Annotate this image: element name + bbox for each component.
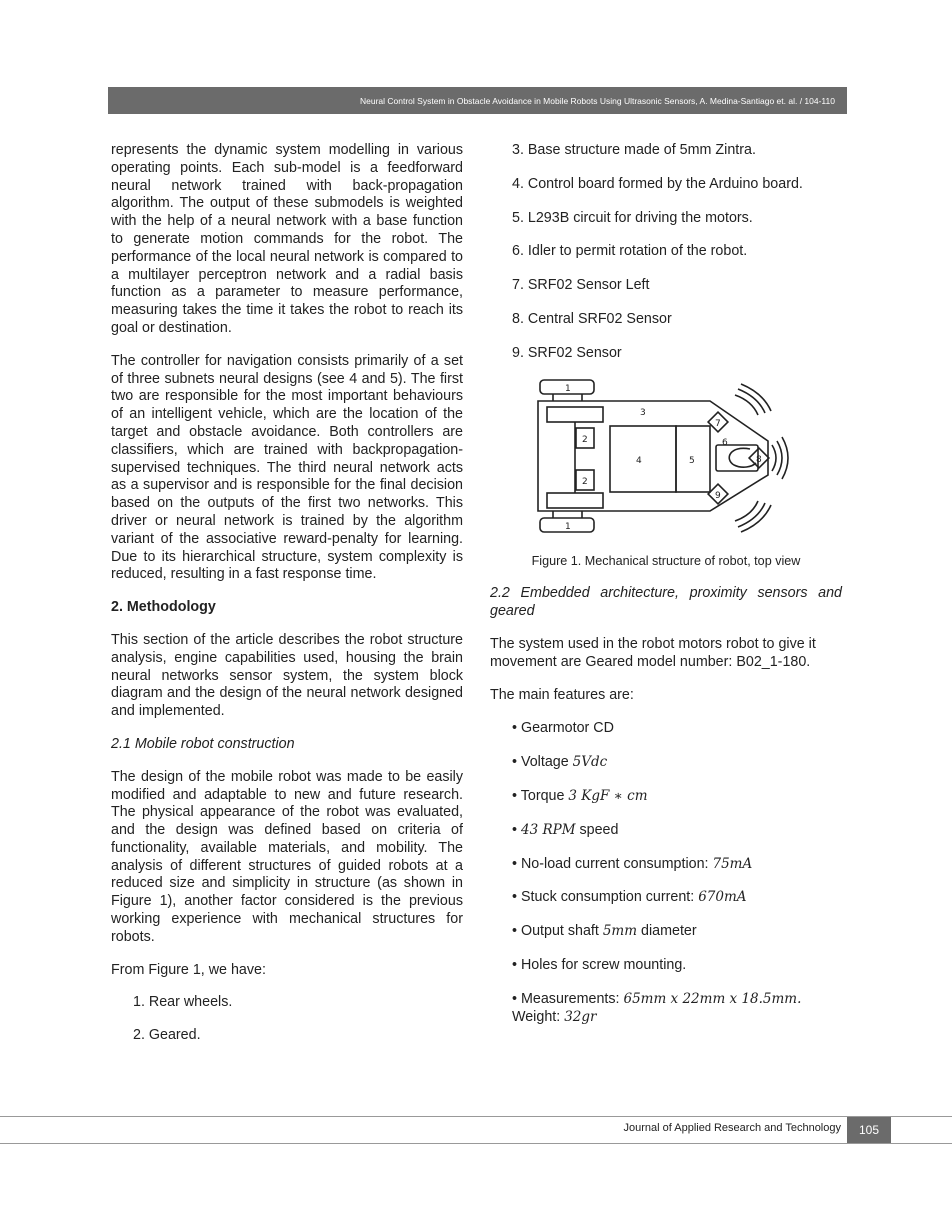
list-item: 7. SRF02 Sensor Left — [512, 277, 650, 294]
paragraph: The main features are: — [490, 686, 634, 703]
list-item: 4. Control board formed by the Arduino board. — [512, 175, 803, 192]
figure-label: 6 — [722, 437, 728, 448]
robot-figure — [490, 379, 842, 539]
bullet-item: • No-load current consumption: 75mA — [512, 855, 753, 872]
page-number: 105 — [847, 1117, 891, 1143]
right-column — [490, 142, 842, 1026]
figure-label: 5 — [689, 455, 695, 466]
control-board — [610, 426, 676, 492]
subsection-heading: 2.1 Mobile robot construction — [111, 735, 295, 752]
subsection-heading: 2.2 Embedded architecture, proximity sensors and geared — [490, 585, 842, 620]
figure-label: 4 — [636, 455, 642, 466]
paragraph: This section of the article describes the robot structure analysis, engine capabilities used, housing the brain neural networks sensor system, the system block diagram and the design of the neural network designed and implemented. — [111, 631, 463, 720]
footer-divider — [0, 1116, 952, 1117]
list-item: 5. L293B circuit for driving the motors. — [512, 209, 753, 226]
bullet-item-measurements: • Measurements: 65mm x 22mm x 18.5mm. Weight: 32gr — [512, 990, 802, 1025]
footer-divider — [0, 1143, 952, 1144]
running-header — [108, 87, 847, 114]
running-title: Neural Control System in Obstacle Avoidance in Mobile Robots Using Ultrasonic Sensors, A. Medina-Santiago et. al. / 104-110 — [360, 95, 835, 106]
paragraph: From Figure 1, we have: — [111, 961, 266, 978]
list-item: 9. SRF02 Sensor — [512, 344, 622, 361]
list-item: 6. Idler to permit rotation of the robot. — [512, 243, 748, 260]
journal-name: Journal of Applied Research and Technology — [623, 1122, 841, 1134]
figure-label: 1 — [565, 383, 571, 394]
base-structure — [538, 401, 768, 511]
bullet-item: • Torque 3 KgF ∗ cm — [512, 787, 648, 804]
paragraph: The system used in the robot motors robot to give it movement are Geared model number: B02_1-180. — [490, 635, 816, 670]
bullet-item: • 43 RPM speed — [512, 821, 619, 838]
bullet-item: • Output shaft 5mm diameter — [512, 923, 697, 940]
robot-top-view-diagram — [490, 379, 842, 539]
figure-caption: Figure 1. Mechanical structure of robot, top view — [531, 553, 801, 568]
axle-block — [547, 407, 603, 422]
paragraph: The design of the mobile robot was made to be easily modified and adaptable to new and future research. The physical appearance of the robot was evaluated, and the design was defined based on criteria of functionality, available materials, and mobility. The analysis of different structures of guided robots at a reduced size and simplicity in structure (as shown in Figure 1), another factor considered is the previous working experience with mechanical structures for robots. — [111, 768, 463, 945]
list-item: 8. Central SRF02 Sensor — [512, 310, 672, 327]
figure-label: 1 — [565, 521, 571, 532]
figure-label: 9 — [715, 490, 721, 501]
bullet-item: • Stuck consumption current: 670mA — [512, 889, 747, 906]
figure-label: 7 — [715, 418, 721, 429]
figure-label: 3 — [640, 407, 646, 418]
axle-block — [547, 493, 603, 508]
paragraph: The controller for navigation consists primarily of a set of three subnets neural designs (see 4 and 5). The first two are responsible for the most important behaviours of an intelligent vehicle, which are the location of the target and obstacle avoidance. Both controllers are classifiers, which are trained with backpropagation-supervised techniques. The third neural network acts as a supervisor and is responsible for the final decision based on the outputs of the first two networks. This driver or neural network is trained by the algorithm variant of the associative reward-penalty for learning. Due to its hierarchical structure, system complexity is reduced, resulting in a fast response time. — [111, 352, 463, 583]
paragraph: represents the dynamic system modelling in various operating points. Each sub-model is a feedforward neural network trained with back-propagation algorithm. The output of these submodels is weighted with the help of a neural network with a base function to generate motion commands for the robot. The performance of the local neural network is compared to a multilayer perceptron network and a radial basis function as a parameter to measure performance, measuring takes the time it takes the robot to reach its goal or destination. — [111, 142, 463, 336]
figure-label: 8 — [756, 454, 762, 465]
bullet-item: • Gearmotor CD — [512, 720, 614, 737]
figure-label: 2 — [582, 476, 588, 487]
list-item: 3. Base structure made of 5mm Zintra. — [512, 142, 756, 158]
list-item: 1. Rear wheels. — [133, 994, 233, 1011]
bullet-item: • Voltage 5Vdc — [512, 754, 608, 771]
section-heading: 2. Methodology — [111, 599, 216, 616]
bullet-item: • Holes for screw mounting. — [512, 956, 687, 973]
list-item: 2. Geared. — [133, 1027, 201, 1044]
figure-label: 2 — [582, 434, 588, 445]
left-column — [111, 142, 463, 1045]
